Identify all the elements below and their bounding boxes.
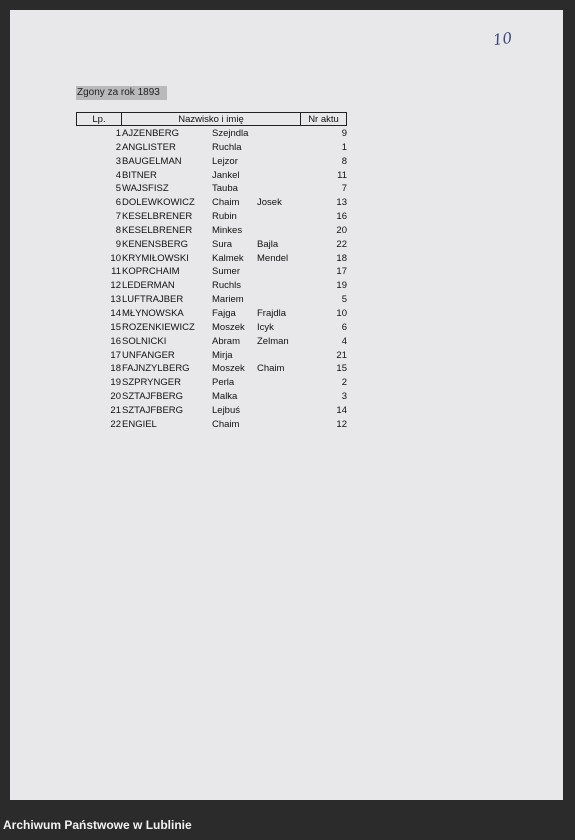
act-number-cell: 1 (341, 141, 347, 153)
first-name-cell: Fajga (212, 307, 236, 319)
handwritten-page-number: 10 (491, 28, 514, 50)
row-number: 4 (115, 169, 121, 181)
header-name: Nazwisko i imię (121, 112, 301, 126)
archive-footer: Archiwum Państwowe w Lublinie (3, 818, 192, 832)
table-row (76, 362, 347, 376)
second-name-cell: Chaim (257, 363, 285, 375)
surname-cell: KENENSBERG (122, 238, 188, 250)
row-number: 21 (110, 404, 121, 416)
first-name-cell: Sumer (212, 266, 240, 278)
row-number: 5 (115, 183, 121, 195)
surname-cell: KOPRCHAIM (122, 266, 180, 278)
first-name-cell: Sura (212, 238, 233, 250)
surname-cell: SZPRYNGER (122, 377, 181, 389)
row-number: 12 (110, 280, 121, 292)
surname-cell: LUFTRAJBER (122, 294, 184, 306)
table-row (76, 279, 347, 293)
act-number-cell: 16 (336, 211, 347, 223)
first-name-cell: Perla (212, 377, 235, 389)
row-number: 13 (110, 294, 121, 306)
row-number: 2 (115, 141, 121, 153)
row-number: 6 (115, 197, 121, 209)
surname-cell: KESELBRENER (122, 224, 193, 236)
first-name-cell: Chaim (212, 418, 240, 430)
second-name-cell: Zelman (257, 335, 289, 347)
surname-cell: SZTAJFBERG (122, 404, 184, 416)
act-number-cell: 22 (336, 238, 347, 250)
act-number-cell: 15 (336, 363, 347, 375)
row-number: 1 (115, 128, 121, 139)
row-number: 20 (110, 391, 121, 403)
row-number: 3 (115, 155, 121, 167)
first-name-cell: Chaim (212, 197, 240, 209)
first-name-cell: Tauba (212, 183, 238, 195)
second-name-cell: Mendel (257, 252, 289, 264)
act-number-cell: 6 (341, 321, 347, 333)
act-number-cell: 5 (341, 294, 347, 306)
surname-cell: SOLNICKI (122, 335, 167, 347)
table-header (76, 112, 347, 126)
table-row (76, 182, 347, 196)
table-row (76, 169, 347, 183)
row-number: 8 (115, 224, 121, 236)
first-name-cell: Minkes (212, 224, 243, 236)
table-row (76, 141, 347, 155)
row-number: 18 (110, 363, 121, 375)
table-row (76, 321, 347, 335)
row-number: 11 (111, 266, 121, 278)
act-number-cell: 4 (341, 335, 347, 347)
act-number-cell: 10 (336, 307, 347, 319)
table-row (76, 155, 347, 169)
surname-cell: LEDERMAN (122, 280, 175, 292)
table-row (76, 349, 347, 363)
second-name-cell: Icyk (257, 321, 274, 333)
row-number: 15 (110, 321, 121, 333)
surname-cell: SZTAJFBERG (122, 391, 184, 403)
act-number-cell: 19 (336, 280, 347, 292)
first-name-cell: Jankel (212, 169, 240, 181)
first-name-cell: Ruchla (212, 141, 242, 153)
row-number: 10 (110, 252, 121, 264)
first-name-cell: Ruchls (212, 280, 242, 292)
surname-cell: ENGIEL (122, 418, 157, 430)
table-body (76, 127, 347, 432)
surname-cell: MŁYNOWSKA (122, 307, 184, 319)
header-act-number: Nr aktu (300, 112, 347, 126)
surname-cell: KESELBRENER (122, 211, 193, 223)
surname-cell: BITNER (122, 169, 157, 181)
table-row (76, 265, 347, 279)
first-name-cell: Mirja (212, 349, 233, 361)
table-row (76, 404, 347, 418)
document-title: Zgony za rok 1893 (76, 86, 167, 100)
second-name-cell: Frajdla (257, 307, 287, 319)
act-number-cell: 18 (336, 252, 347, 264)
act-number-cell: 13 (336, 197, 347, 209)
act-number-cell: 12 (336, 418, 347, 430)
table-row (76, 418, 347, 432)
act-number-cell: 3 (341, 391, 347, 403)
table-row (76, 224, 347, 238)
surname-cell: DOLEWKOWICZ (122, 197, 195, 209)
first-name-cell: Mariem (212, 294, 244, 306)
first-name-cell: Moszek (212, 363, 245, 375)
act-number-cell: 14 (336, 404, 347, 416)
table-row (76, 127, 347, 141)
first-name-cell: Lejbuś (212, 404, 240, 416)
document-page (10, 10, 563, 800)
surname-cell: AJZENBERG (122, 128, 180, 139)
first-name-cell: Moszek (212, 321, 245, 333)
table-row (76, 238, 347, 252)
header-lp: Lp. (76, 112, 122, 126)
act-number-cell: 11 (337, 169, 347, 181)
first-name-cell: Szejndla (212, 128, 249, 139)
first-name-cell: Kalmek (212, 252, 244, 264)
surname-cell: KRYMIŁOWSKI (122, 252, 189, 264)
act-number-cell: 21 (336, 349, 347, 361)
surname-cell: FAJNZYLBERG (122, 363, 190, 375)
row-number: 7 (115, 211, 121, 223)
first-name-cell: Rubin (212, 211, 237, 223)
row-number: 14 (110, 307, 121, 319)
row-number: 19 (110, 377, 121, 389)
first-name-cell: Lejzor (212, 155, 238, 167)
table-row (76, 335, 347, 349)
row-number: 17 (110, 349, 121, 361)
first-name-cell: Malka (212, 391, 238, 403)
table-row (76, 252, 347, 266)
surname-cell: UNFANGER (122, 349, 175, 361)
act-number-cell: 17 (336, 266, 347, 278)
second-name-cell: Bajla (257, 238, 279, 250)
act-number-cell: 8 (341, 155, 347, 167)
table-row (76, 390, 347, 404)
first-name-cell: Abram (212, 335, 240, 347)
surname-cell: ANGLISTER (122, 141, 176, 153)
surname-cell: WAJSFISZ (122, 183, 169, 195)
surname-cell: ROZENKIEWICZ (122, 321, 195, 333)
row-number: 22 (110, 418, 121, 430)
act-number-cell: 9 (341, 128, 347, 139)
row-number: 16 (110, 335, 121, 347)
surname-cell: BAUGELMAN (122, 155, 182, 167)
table-row (76, 293, 347, 307)
act-number-cell: 7 (341, 183, 347, 195)
table-row (76, 376, 347, 390)
table-row (76, 210, 347, 224)
act-number-cell: 2 (341, 377, 347, 389)
row-number: 9 (115, 238, 121, 250)
table-row (76, 307, 347, 321)
table-row (76, 196, 347, 210)
second-name-cell: Josek (257, 197, 282, 209)
act-number-cell: 20 (336, 224, 347, 236)
